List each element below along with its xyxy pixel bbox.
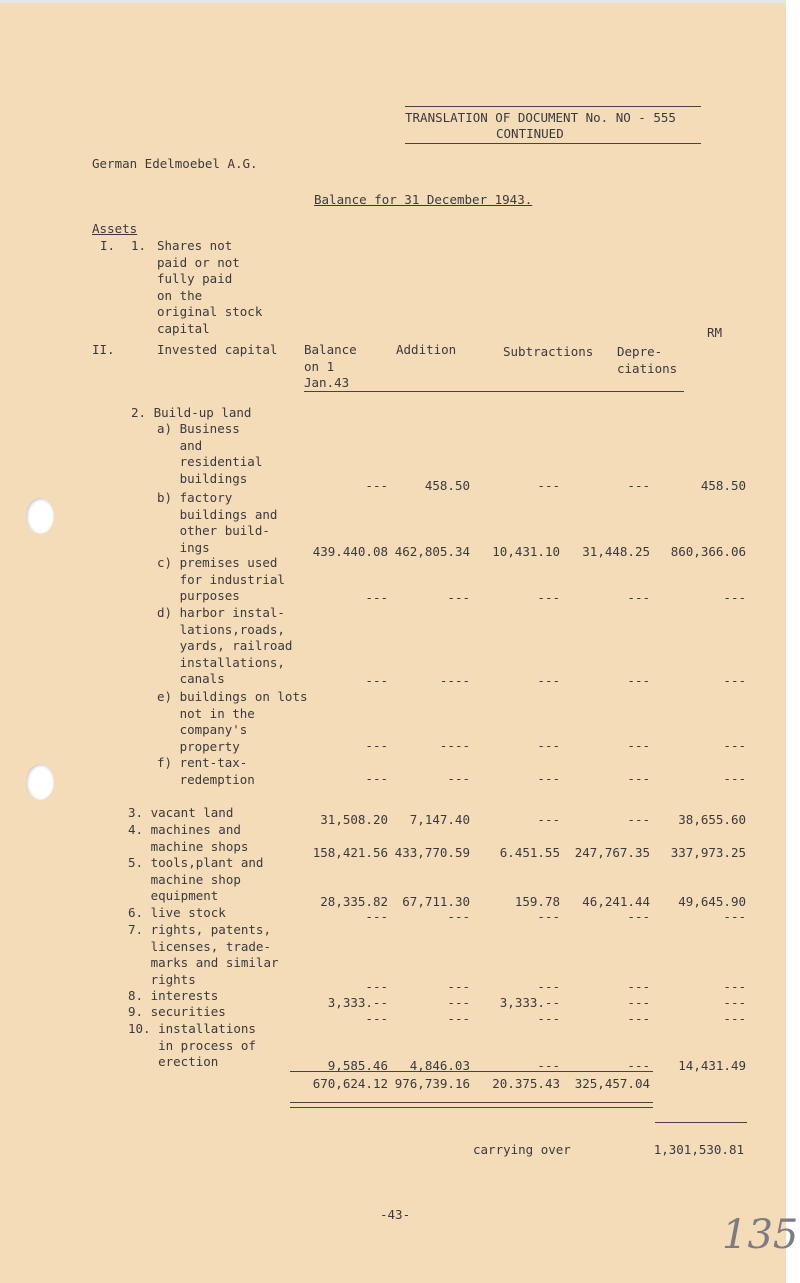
total-balance: 670,624.12 <box>312 1076 388 1091</box>
page-right-edge <box>786 0 800 1283</box>
asset-item-cell-total: 49,645.90 <box>678 894 746 909</box>
build-up-land-cell-addition: --- <box>447 590 470 605</box>
build-up-land-cell-subtractions: --- <box>537 771 560 786</box>
build-up-land-cell-total: --- <box>723 673 746 688</box>
column-header-addition: Addition <box>396 342 457 357</box>
asset-item-cell-subtractions: 6.451.55 <box>499 845 560 860</box>
build-up-land-cell-addition: --- <box>447 771 470 786</box>
asset-item-cell-balance: 31,508.20 <box>320 812 388 827</box>
build-up-land-cell-total: --- <box>723 771 746 786</box>
asset-item-cell-addition: 433,770.59 <box>394 845 470 860</box>
asset-item-cell-depreciations: --- <box>627 812 650 827</box>
asset-item-row-label: 5. tools,plant and machine shop equipment <box>128 855 264 904</box>
build-up-land-cell-addition: 458.50 <box>424 478 470 493</box>
build-up-land-row-label: a) Business and residential buildings <box>157 421 263 486</box>
asset-item-cell-addition: 67,711.30 <box>402 894 470 909</box>
build-up-land-row-label: b) factory buildings and other build- ings <box>157 490 278 555</box>
assets-heading: Assets <box>92 221 138 236</box>
build-up-land-cell-total: --- <box>723 738 746 753</box>
document-header-continued: CONTINUED <box>496 126 564 141</box>
punch-hole <box>26 764 54 800</box>
build-up-land-row-label: e) buildings on lots not in the company's property <box>157 689 308 754</box>
right-total-rule <box>655 1122 747 1123</box>
asset-item-cell-balance: --- <box>365 979 388 994</box>
build-up-land-cell-subtractions: 10,431.10 <box>492 544 560 559</box>
asset-item-cell-addition: 7,147.40 <box>409 812 470 827</box>
asset-item-cell-total: 14,431.49 <box>678 1058 746 1073</box>
build-up-land-cell-depreciations: --- <box>627 738 650 753</box>
section-ii-roman: II. <box>92 342 115 357</box>
asset-item-row-label: 10. installations in process of erection <box>128 1021 256 1070</box>
asset-item-row-label: 4. machines and machine shops <box>128 822 249 854</box>
asset-item-cell-subtractions: --- <box>537 812 560 827</box>
column-header-rm: RM <box>707 325 723 340</box>
page-number: -43- <box>380 1207 411 1222</box>
column-header-subtractions: Subtractions <box>503 344 594 359</box>
asset-item-row-label: 8. interests <box>128 988 219 1003</box>
total-depreciations: 325,457.04 <box>574 1076 650 1091</box>
section-i-number: 1. <box>131 238 147 253</box>
build-up-land-cell-balance: --- <box>365 738 388 753</box>
total-rule-2 <box>290 1107 653 1108</box>
punch-hole <box>26 498 54 534</box>
build-up-land-cell-total: --- <box>723 590 746 605</box>
asset-item-cell-addition: 4,846.03 <box>409 1058 470 1073</box>
carrying-over-value: 1,301,530.81 <box>653 1142 744 1157</box>
asset-item-cell-subtractions: 3,333.-- <box>499 995 560 1010</box>
total-rule-1 <box>290 1102 653 1103</box>
asset-item-row-label: 7. rights, patents, licenses, trade- marks and similar rights <box>128 922 279 987</box>
asset-item-row-label: 6. live stock <box>128 905 226 920</box>
build-up-land-cell-addition: 462,805.34 <box>394 544 470 559</box>
asset-item-cell-addition: --- <box>447 979 470 994</box>
asset-item-cell-depreciations: --- <box>627 979 650 994</box>
column-header-depreciations: Depre- ciations <box>617 344 678 376</box>
total-addition: 976,739.16 <box>394 1076 470 1091</box>
asset-item-cell-balance: 9,585.46 <box>327 1058 388 1073</box>
asset-item-row-label: 3. vacant land <box>128 805 234 820</box>
carrying-over-label: carrying over <box>473 1142 571 1157</box>
balance-title: Balance for 31 December 1943. <box>314 192 533 207</box>
asset-item-cell-subtractions: --- <box>537 1011 560 1026</box>
page-top-edge <box>0 0 800 3</box>
asset-item-cell-addition: --- <box>447 995 470 1010</box>
asset-item-cell-total: --- <box>723 1011 746 1026</box>
asset-item-row-label: 9. securities <box>128 1004 226 1019</box>
subtotal-rule <box>290 1071 653 1072</box>
asset-item-cell-balance: 158,421.56 <box>312 845 388 860</box>
document-header: TRANSLATION OF DOCUMENT No. NO - 555 <box>405 110 676 125</box>
asset-item-cell-subtractions: 159.78 <box>514 894 560 909</box>
asset-item-cell-total: --- <box>723 979 746 994</box>
build-up-land-cell-subtractions: --- <box>537 673 560 688</box>
asset-item-cell-balance: --- <box>365 1011 388 1026</box>
asset-item-cell-depreciations: 46,241.44 <box>582 894 650 909</box>
asset-item-cell-subtractions: --- <box>537 979 560 994</box>
item-2-label: 2. Build-up land <box>131 405 252 420</box>
asset-item-cell-depreciations: --- <box>627 909 650 924</box>
asset-item-cell-addition: --- <box>447 1011 470 1026</box>
build-up-land-row-label: c) premises used for industrial purposes <box>157 555 285 604</box>
build-up-land-cell-balance: --- <box>365 771 388 786</box>
asset-item-cell-balance: 28,335.82 <box>320 894 388 909</box>
build-up-land-row-label: f) rent-tax- redemption <box>157 755 255 787</box>
asset-item-cell-total: --- <box>723 909 746 924</box>
build-up-land-cell-balance: 439.440.08 <box>312 544 388 559</box>
section-i-text: Shares not paid or not fully paid on the original stock capital <box>157 238 263 336</box>
build-up-land-cell-depreciations: 31,448.25 <box>582 544 650 559</box>
build-up-land-cell-depreciations: --- <box>627 590 650 605</box>
asset-item-cell-depreciations: --- <box>627 995 650 1010</box>
company-name: German Edelmoebel A.G. <box>92 156 258 171</box>
build-up-land-cell-subtractions: --- <box>537 590 560 605</box>
asset-item-cell-subtractions: --- <box>537 909 560 924</box>
build-up-land-cell-balance: --- <box>365 478 388 493</box>
header-rule-top <box>405 106 701 107</box>
build-up-land-cell-balance: --- <box>365 590 388 605</box>
build-up-land-cell-subtractions: --- <box>537 478 560 493</box>
asset-item-cell-balance: --- <box>365 909 388 924</box>
build-up-land-cell-subtractions: --- <box>537 738 560 753</box>
build-up-land-cell-depreciations: --- <box>627 478 650 493</box>
build-up-land-cell-depreciations: --- <box>627 673 650 688</box>
asset-item-cell-subtractions: --- <box>537 1058 560 1073</box>
asset-item-cell-depreciations: 247,767.35 <box>574 845 650 860</box>
build-up-land-cell-balance: --- <box>365 673 388 688</box>
asset-item-cell-total: --- <box>723 995 746 1010</box>
build-up-land-cell-addition: ---- <box>439 738 470 753</box>
column-header-rule <box>304 391 684 392</box>
header-rule-bottom <box>405 143 701 144</box>
section-ii-text: Invested capital <box>157 342 278 357</box>
asset-item-cell-addition: --- <box>447 909 470 924</box>
build-up-land-cell-total: 458.50 <box>700 478 746 493</box>
asset-item-cell-total: 337,973.25 <box>670 845 746 860</box>
asset-item-cell-total: 38,655.60 <box>678 812 746 827</box>
asset-item-cell-depreciations: --- <box>627 1058 650 1073</box>
build-up-land-row-label: d) harbor instal- lations,roads, yards, railroad installations, canals <box>157 605 293 687</box>
build-up-land-cell-addition: ---- <box>439 673 470 688</box>
asset-item-cell-balance: 3,333.-- <box>327 995 388 1010</box>
handwritten-page-annotation: 135 <box>722 1212 799 1258</box>
total-subtractions: 20.375.43 <box>492 1076 560 1091</box>
section-i-roman: I. <box>100 238 116 253</box>
asset-item-cell-depreciations: --- <box>627 1011 650 1026</box>
column-header-balance: Balance on 1 Jan.43 <box>304 342 357 391</box>
build-up-land-cell-total: 860,366.06 <box>670 544 746 559</box>
build-up-land-cell-depreciations: --- <box>627 771 650 786</box>
